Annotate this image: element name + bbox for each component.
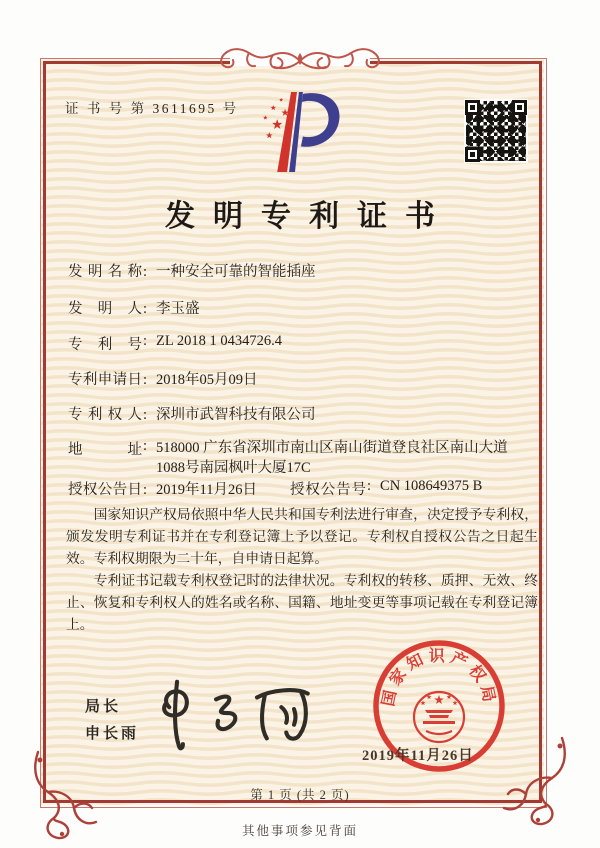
- legal-paragraph-2: 专利证书记载专利权登记时的法律状况。专利权的转移、质押、无效、终止、恢复和专利权人的姓名或名称、国籍、地址变更等事项记载在专利登记簿上。: [66, 573, 538, 633]
- top-scroll-ornament: [205, 40, 395, 82]
- field-inventor: [68, 297, 200, 318]
- qr-finder-top-left: [465, 100, 480, 115]
- legal-text: [66, 504, 538, 636]
- field-value: 一种安全可靠的智能插座: [156, 264, 316, 280]
- colon: :: [143, 407, 148, 423]
- seal-date: 2019年11月26日: [362, 748, 474, 764]
- field-value: 518000 广东省深圳市南山区南山街道登良社区南山大道1088号南园枫叶大厦17C: [156, 440, 508, 476]
- signer-name: 申长雨: [85, 726, 140, 742]
- field-patentee: [68, 403, 316, 424]
- colon: :: [143, 482, 148, 498]
- field-value: 2019年11月26日: [156, 482, 257, 498]
- field-label: 授权公告日: [68, 482, 142, 498]
- field-value: 李玉盛: [156, 301, 200, 317]
- cnipa-logo: [243, 90, 347, 174]
- field-label: 发明人: [68, 301, 142, 317]
- field-invention-name: [68, 260, 316, 281]
- national-emblem: [414, 692, 464, 742]
- field-label: 地址: [68, 442, 142, 458]
- field-label: 发明名称: [68, 264, 142, 280]
- back-side-note: 其他事项参见背面: [241, 824, 358, 838]
- field-label: 专利权人: [68, 407, 142, 423]
- colon: :: [143, 264, 148, 280]
- signer-title: 局长: [85, 699, 122, 715]
- colon: :: [143, 301, 148, 317]
- field-value: CN 108649375 B: [380, 478, 483, 494]
- document-title: 发明专利证书: [165, 200, 453, 233]
- field-address: [68, 438, 528, 478]
- director-signature: [140, 670, 335, 758]
- certificate-number: 证 书 号 第 3611695 号: [65, 101, 239, 116]
- field-grant-number: [290, 478, 482, 499]
- legal-paragraph-1: 国家知识产权局依照中华人民共和国专利法进行审查，决定授予专利权，颁发发明专利证书并在专利登记簿上予以登记。专利权自授权公告之日起生效。专利权期限为二十年，自申请日起算。: [66, 507, 538, 567]
- field-label: 专利申请日: [68, 372, 142, 388]
- page-number: 第 1 页 (共 2 页): [250, 788, 350, 802]
- field-label: 专利号: [68, 337, 142, 353]
- field-value: 深圳市武智科技有限公司: [156, 407, 316, 423]
- field-grant-row: [68, 478, 483, 499]
- qr-finder-top-right: [512, 100, 527, 115]
- field-patent-number: [68, 333, 282, 354]
- colon: :: [143, 438, 148, 454]
- field-application-date: [68, 368, 258, 389]
- field-value: ZL 2018 1 0434726.4: [156, 333, 282, 349]
- colon: :: [367, 478, 372, 494]
- qr-finder-bottom-left: [465, 147, 480, 162]
- signer-block: [85, 694, 139, 748]
- field-value: 2018年05月09日: [156, 372, 258, 388]
- seal-agency-text: 国家知识产权局: [380, 648, 498, 708]
- qr-code: [464, 99, 528, 163]
- field-label: 授权公告号: [290, 482, 366, 498]
- colon: :: [143, 372, 148, 388]
- colon: :: [143, 333, 148, 349]
